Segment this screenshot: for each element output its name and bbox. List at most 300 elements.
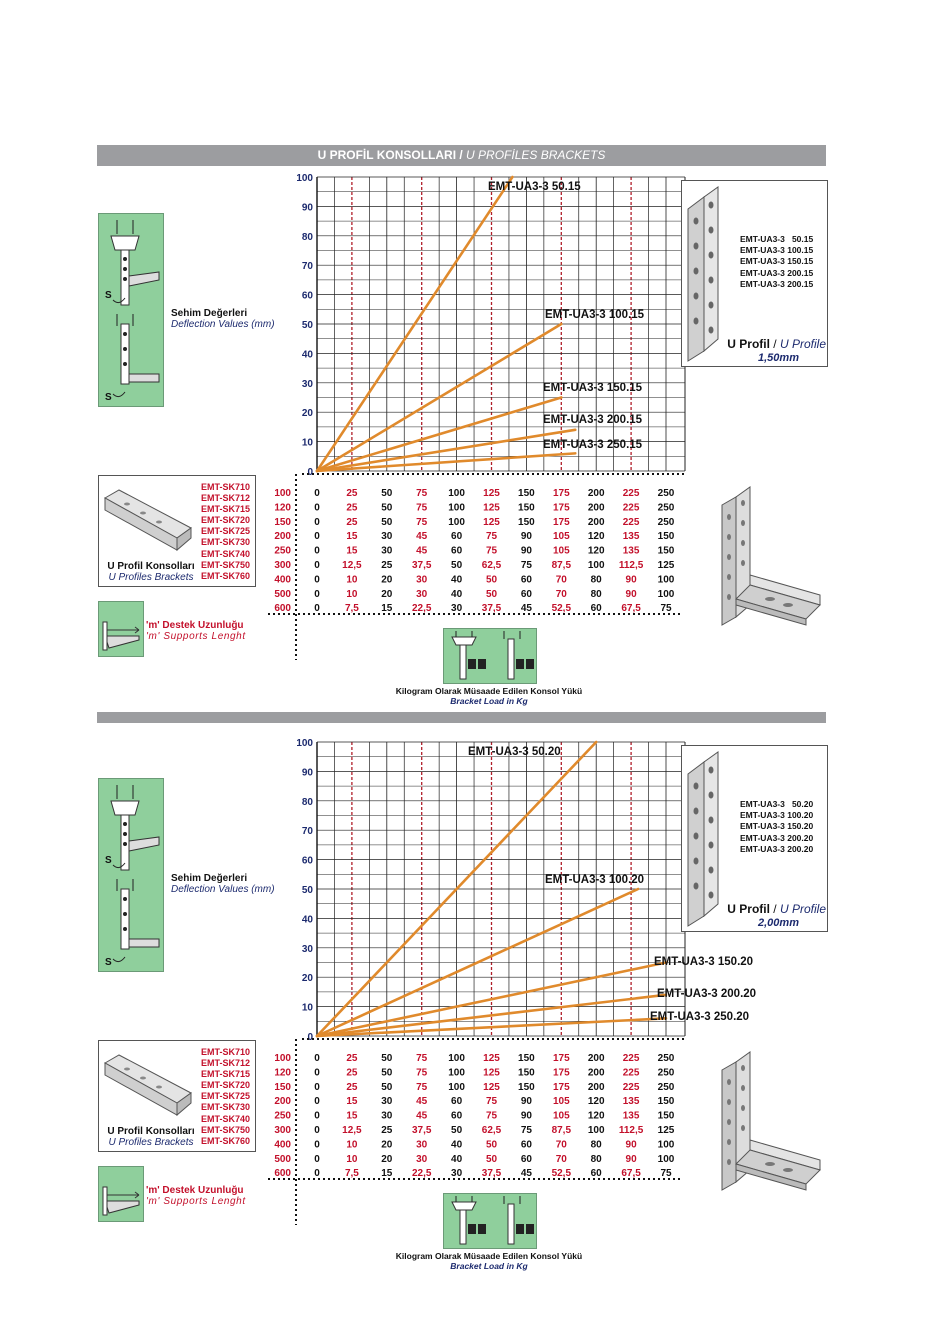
table-cell: 25 bbox=[346, 516, 358, 528]
y-tick-label: 30 bbox=[301, 943, 313, 955]
profile-code: EMT-UA3-3 200.20 bbox=[740, 843, 814, 854]
table-cell: 25 bbox=[346, 1053, 358, 1064]
table-cell: 7,5 bbox=[344, 603, 359, 615]
table-cell: 0 bbox=[314, 1053, 320, 1064]
table-row-label: 500 bbox=[274, 588, 291, 600]
series-label: EMT-UA3-3 100.20 bbox=[545, 874, 645, 886]
load-caption-tr: Kilogram Olarak Müsaade Edilen Konsol Yükü bbox=[395, 1251, 583, 1261]
bracket-code: EMT-SK710 bbox=[201, 1047, 251, 1057]
table-cell: 40 bbox=[451, 588, 463, 600]
table-cell: 100 bbox=[587, 1125, 605, 1136]
table-cell: 150 bbox=[657, 1096, 675, 1108]
table-cell: 25 bbox=[346, 502, 358, 514]
u-brackets-tr: U Profil Konsolları bbox=[107, 1126, 195, 1137]
profile-thickness: 1,50mm bbox=[758, 352, 799, 364]
table-cell: 52,5 bbox=[551, 603, 572, 615]
table-cell: 100 bbox=[448, 488, 465, 499]
table-cell: 10 bbox=[346, 574, 358, 586]
table-cell: 150 bbox=[518, 1081, 535, 1093]
table-cell: 0 bbox=[314, 1067, 320, 1079]
table-cell: 70 bbox=[555, 1139, 567, 1151]
table-row-label: 120 bbox=[274, 502, 291, 514]
table-row-label: 600 bbox=[274, 1168, 291, 1180]
bracket-code: EMT-SK712 bbox=[201, 493, 251, 504]
table-cell: 25 bbox=[346, 1081, 358, 1093]
table-cell: 45 bbox=[520, 1168, 532, 1180]
table-cell: 20 bbox=[381, 1153, 393, 1165]
table-cell: 75 bbox=[660, 603, 672, 615]
series-label: EMT-UA3-3 150.20 bbox=[654, 956, 754, 968]
profile-code: EMT-UA3-3 50.15 bbox=[740, 234, 814, 244]
table-cell: 15 bbox=[381, 1168, 393, 1180]
table-cell: 90 bbox=[520, 531, 532, 543]
table-cell: 15 bbox=[381, 603, 393, 615]
table-cell: 7,5 bbox=[344, 1168, 359, 1180]
profile-code: EMT-UA3-3 100.20 bbox=[740, 810, 814, 821]
table-cell: 67,5 bbox=[621, 603, 641, 615]
table-cell: 15 bbox=[346, 545, 358, 557]
table-row-label: 600 bbox=[274, 603, 291, 615]
table-cell: 30 bbox=[416, 1153, 428, 1165]
table-cell: 135 bbox=[622, 1096, 640, 1108]
table-cell: 67,5 bbox=[621, 1168, 641, 1180]
table-cell: 87,5 bbox=[551, 560, 572, 571]
table-cell: 40 bbox=[451, 1139, 463, 1151]
table-cell: 75 bbox=[416, 502, 428, 514]
table-cell: 37,5 bbox=[411, 560, 432, 571]
series-label: EMT-UA3-3 50.15 bbox=[488, 181, 581, 193]
profile-code-list bbox=[740, 234, 813, 290]
table-cell: 60 bbox=[590, 603, 602, 615]
table-cell: 250 bbox=[657, 502, 675, 514]
table-cell: 45 bbox=[416, 1096, 428, 1108]
table-cell: 175 bbox=[552, 502, 570, 514]
table-cell: 37,5 bbox=[481, 1168, 502, 1180]
profile-code: EMT-UA3-3 50.20 bbox=[740, 799, 814, 809]
series-label: EMT-UA3-3 200.20 bbox=[657, 988, 757, 1000]
table-cell: 0 bbox=[314, 1110, 320, 1122]
series-label: EMT-UA3-3 250.20 bbox=[650, 1011, 750, 1023]
table-cell: 135 bbox=[622, 545, 640, 557]
table-cell: 30 bbox=[416, 588, 428, 600]
table-cell: 200 bbox=[587, 502, 605, 514]
table-cell: 15 bbox=[346, 531, 358, 543]
bracket-code: EMT-SK750 bbox=[201, 559, 251, 570]
table-cell: 100 bbox=[448, 502, 465, 514]
table-cell: 125 bbox=[483, 488, 500, 499]
bracket-assembly-icon bbox=[720, 1050, 830, 1195]
profile-title-tr: U Profil bbox=[727, 337, 770, 351]
load-caption-en: Bracket Load in Kg bbox=[450, 696, 528, 706]
table-cell: 100 bbox=[657, 1153, 675, 1165]
table-cell: 80 bbox=[590, 588, 602, 600]
table-cell: 100 bbox=[448, 1053, 465, 1064]
chart-section-2 bbox=[0, 565, 950, 1271]
table-cell: 40 bbox=[451, 1153, 463, 1165]
bracket-code: EMT-SK730 bbox=[201, 537, 251, 548]
table-cell: 200 bbox=[587, 516, 605, 528]
y-tick-label: 100 bbox=[296, 738, 313, 749]
table-cell: 0 bbox=[314, 588, 320, 600]
table-cell: 150 bbox=[657, 545, 675, 557]
table-cell: 150 bbox=[657, 1110, 675, 1122]
table-cell: 45 bbox=[416, 545, 428, 557]
table-cell: 75 bbox=[520, 560, 532, 571]
bracket-code: EMT-SK715 bbox=[201, 1069, 251, 1080]
table-cell: 75 bbox=[485, 545, 498, 557]
table-cell: 50 bbox=[451, 1125, 463, 1136]
table-cell: 112,5 bbox=[618, 1125, 644, 1136]
table-cell: 175 bbox=[552, 1053, 570, 1064]
table-cell: 10 bbox=[346, 1153, 358, 1165]
table-cell: 50 bbox=[451, 560, 463, 571]
table-cell: 200 bbox=[587, 488, 605, 499]
profile-title: U Profil / U Profile bbox=[727, 337, 826, 351]
table-cell: 15 bbox=[346, 1110, 358, 1122]
u-brackets-en: U Profiles Brackets bbox=[108, 572, 194, 583]
profile-code: EMT-UA3-3 200.15 bbox=[740, 267, 814, 278]
table-cell: 45 bbox=[520, 603, 532, 615]
deflection-title-tr: Sehim Değerleri bbox=[171, 873, 248, 884]
table-cell: 50 bbox=[381, 516, 393, 528]
table-cell: 120 bbox=[587, 531, 605, 543]
bracket-code: EMT-SK740 bbox=[201, 1113, 251, 1124]
series-label: EMT-UA3-3 200.15 bbox=[543, 414, 643, 426]
support-length-tr: 'm' Destek Uzunluğu bbox=[146, 1185, 244, 1196]
table-cell: 100 bbox=[448, 1067, 465, 1079]
y-tick-label: 40 bbox=[301, 914, 313, 926]
u-profile-box bbox=[681, 745, 828, 932]
bracket-code: EMT-SK720 bbox=[201, 1080, 251, 1091]
table-cell: 60 bbox=[451, 1096, 463, 1108]
table-cell: 75 bbox=[520, 1125, 532, 1136]
profile-title-en: U Profile bbox=[779, 902, 826, 916]
table-cell: 120 bbox=[587, 545, 605, 557]
y-tick-label: 90 bbox=[301, 767, 313, 779]
table-cell: 25 bbox=[381, 560, 393, 571]
table-cell: 200 bbox=[587, 1081, 605, 1093]
table-cell: 0 bbox=[314, 545, 320, 557]
table-cell: 125 bbox=[483, 1067, 500, 1079]
table-cell: 90 bbox=[625, 574, 637, 586]
table-cell: 225 bbox=[622, 488, 640, 499]
series-label: EMT-UA3-3 150.15 bbox=[543, 382, 643, 394]
table-cell: 10 bbox=[346, 588, 358, 600]
table-cell: 100 bbox=[448, 516, 465, 528]
y-tick-label: 100 bbox=[296, 173, 313, 184]
table-row-label: 200 bbox=[274, 1096, 291, 1108]
table-row-label: 200 bbox=[274, 531, 291, 543]
table-cell: 62,5 bbox=[481, 1125, 502, 1136]
load-icon-box bbox=[443, 1193, 537, 1249]
table-cell: 60 bbox=[520, 588, 532, 600]
series-label: EMT-UA3-3 100.15 bbox=[545, 309, 645, 321]
y-tick-label: 20 bbox=[301, 408, 313, 420]
table-cell: 30 bbox=[416, 574, 428, 586]
table-cell: 0 bbox=[314, 574, 320, 586]
table-cell: 20 bbox=[381, 1139, 393, 1151]
table-cell: 250 bbox=[657, 1067, 675, 1079]
table-cell: 0 bbox=[314, 502, 320, 514]
table-row-label: 250 bbox=[274, 1110, 291, 1122]
table-cell: 175 bbox=[552, 516, 570, 528]
table-cell: 225 bbox=[622, 1081, 640, 1093]
table-row-label: 100 bbox=[274, 1053, 291, 1064]
y-tick-label: 20 bbox=[301, 973, 313, 985]
y-tick-label: 0 bbox=[307, 1032, 313, 1043]
table-cell: 125 bbox=[483, 516, 500, 528]
y-tick-label: 10 bbox=[301, 437, 313, 449]
table-cell: 90 bbox=[520, 1096, 532, 1108]
y-tick-label: 70 bbox=[301, 261, 313, 273]
y-tick-label: 50 bbox=[301, 885, 313, 896]
table-cell: 112,5 bbox=[618, 560, 644, 571]
table-cell: 0 bbox=[314, 560, 320, 571]
table-cell: 105 bbox=[552, 1110, 570, 1122]
table-cell: 125 bbox=[657, 560, 675, 571]
y-tick-label: 80 bbox=[301, 231, 313, 243]
table-cell: 60 bbox=[520, 1153, 532, 1165]
table-cell: 0 bbox=[314, 1125, 320, 1136]
y-tick-label: 30 bbox=[301, 378, 313, 390]
table-cell: 75 bbox=[416, 1053, 428, 1064]
table-cell: 0 bbox=[314, 1139, 320, 1151]
table-cell: 70 bbox=[555, 574, 567, 586]
bracket-code: EMT-SK715 bbox=[201, 504, 251, 515]
banner-title: U PROFİL KONSOLLARI bbox=[317, 148, 457, 162]
profile-code: EMT-UA3-3 150.20 bbox=[740, 821, 814, 832]
table-cell: 75 bbox=[416, 488, 428, 499]
profile-title: U Profil / U Profile bbox=[727, 902, 826, 916]
table-cell: 0 bbox=[314, 488, 320, 499]
table-cell: 80 bbox=[590, 1139, 602, 1151]
table-cell: 0 bbox=[314, 603, 320, 615]
bracket-code: EMT-SK725 bbox=[201, 526, 251, 537]
y-tick-label: 90 bbox=[301, 202, 313, 214]
table-cell: 150 bbox=[518, 516, 535, 528]
u-brackets-tr: U Profil Konsolları bbox=[107, 561, 195, 572]
series-label: EMT-UA3-3 250.15 bbox=[543, 439, 643, 451]
bracket-code: EMT-SK750 bbox=[201, 1124, 251, 1135]
table-cell: 125 bbox=[657, 1125, 675, 1136]
table-row-label: 150 bbox=[274, 516, 291, 528]
table-cell: 150 bbox=[518, 1067, 535, 1079]
bracket-code: EMT-SK760 bbox=[201, 570, 251, 581]
table-cell: 0 bbox=[314, 1153, 320, 1165]
table-row-label: 250 bbox=[274, 545, 291, 557]
deflection-title-en: Deflection Values (mm) bbox=[171, 319, 275, 330]
table-cell: 150 bbox=[518, 502, 535, 514]
s-label: S bbox=[105, 957, 112, 968]
table-cell: 60 bbox=[590, 1168, 602, 1180]
table-cell: 50 bbox=[381, 502, 393, 514]
table-cell: 22,5 bbox=[411, 603, 432, 615]
load-caption bbox=[369, 1251, 609, 1271]
table-cell: 250 bbox=[657, 1053, 675, 1064]
table-cell: 200 bbox=[587, 1067, 605, 1079]
y-tick-label: 60 bbox=[301, 855, 313, 867]
table-cell: 75 bbox=[485, 531, 498, 543]
table-cell: 60 bbox=[520, 1139, 532, 1151]
bracket-code: EMT-SK740 bbox=[201, 548, 251, 559]
section-banner-1: U PROFİL KONSOLLARI / U PROFİLES BRACKETS bbox=[97, 145, 826, 166]
series-line bbox=[317, 453, 575, 471]
table-cell: 52,5 bbox=[551, 1168, 572, 1180]
table-row-label: 120 bbox=[274, 1067, 291, 1079]
table-cell: 90 bbox=[625, 1153, 637, 1165]
table-cell: 60 bbox=[451, 531, 463, 543]
table-cell: 100 bbox=[657, 574, 675, 586]
table-row-label: 150 bbox=[274, 1081, 291, 1093]
support-length-tr: 'm' Destek Uzunluğu bbox=[146, 620, 244, 631]
table-cell: 75 bbox=[416, 1081, 428, 1093]
table-cell: 25 bbox=[346, 488, 358, 499]
table-cell: 90 bbox=[520, 1110, 532, 1122]
table-cell: 20 bbox=[381, 574, 393, 586]
table-cell: 10 bbox=[346, 1139, 358, 1151]
table-cell: 80 bbox=[590, 574, 602, 586]
table-cell: 70 bbox=[555, 1153, 567, 1165]
table-cell: 60 bbox=[451, 1110, 463, 1122]
bracket-code: EMT-SK712 bbox=[201, 1058, 251, 1069]
table-cell: 0 bbox=[314, 1096, 320, 1108]
table-cell: 0 bbox=[314, 531, 320, 543]
table-row-label: 300 bbox=[274, 1125, 291, 1136]
table-cell: 175 bbox=[552, 1081, 570, 1093]
table-cell: 75 bbox=[416, 516, 428, 528]
table-cell: 12,5 bbox=[342, 560, 362, 571]
table-cell: 150 bbox=[518, 488, 535, 499]
profile-title-tr: U Profil bbox=[727, 902, 770, 916]
table-cell: 0 bbox=[314, 1168, 320, 1180]
table-cell: 25 bbox=[381, 1125, 393, 1136]
table-cell: 60 bbox=[520, 574, 532, 586]
table-cell: 12,5 bbox=[342, 1125, 362, 1136]
profile-code: EMT-UA3-3 200.15 bbox=[740, 278, 814, 289]
table-cell: 37,5 bbox=[481, 603, 502, 615]
table-cell: 120 bbox=[587, 1110, 605, 1122]
table-cell: 50 bbox=[485, 1153, 498, 1165]
table-cell: 50 bbox=[485, 1139, 498, 1151]
table-cell: 105 bbox=[552, 545, 570, 557]
bracket-code: EMT-SK730 bbox=[201, 1102, 251, 1113]
table-cell: 125 bbox=[483, 1081, 500, 1093]
table-row-label: 400 bbox=[274, 1139, 291, 1151]
table-cell: 175 bbox=[552, 488, 570, 499]
table-cell: 250 bbox=[657, 516, 675, 528]
table-cell: 100 bbox=[448, 1081, 465, 1093]
table-cell: 100 bbox=[657, 1139, 675, 1151]
deflection-title-en: Deflection Values (mm) bbox=[171, 884, 275, 895]
y-tick-label: 40 bbox=[301, 349, 313, 361]
table-cell: 0 bbox=[314, 516, 320, 528]
table-cell: 250 bbox=[657, 1081, 675, 1093]
table-cell: 75 bbox=[485, 1096, 498, 1108]
table-cell: 75 bbox=[485, 1110, 498, 1122]
table-cell: 25 bbox=[346, 1067, 358, 1079]
table-cell: 80 bbox=[590, 1153, 602, 1165]
table-cell: 50 bbox=[485, 574, 498, 586]
s-label: S bbox=[105, 290, 112, 301]
table-cell: 30 bbox=[381, 1110, 393, 1122]
table-cell: 50 bbox=[381, 1081, 393, 1093]
y-tick-label: 60 bbox=[301, 290, 313, 302]
table-cell: 135 bbox=[622, 1110, 640, 1122]
table-cell: 22,5 bbox=[411, 1168, 432, 1180]
table-cell: 125 bbox=[483, 1053, 500, 1064]
table-cell: 20 bbox=[381, 588, 393, 600]
table-cell: 225 bbox=[622, 516, 640, 528]
y-tick-label: 70 bbox=[301, 826, 313, 838]
table-cell: 90 bbox=[625, 1139, 637, 1151]
table-cell: 0 bbox=[314, 1081, 320, 1093]
table-cell: 70 bbox=[555, 588, 567, 600]
table-cell: 75 bbox=[416, 1067, 428, 1079]
table-cell: 250 bbox=[657, 488, 675, 499]
table-row-label: 300 bbox=[274, 560, 291, 571]
u-brackets-en: U Profiles Brackets bbox=[108, 1137, 194, 1148]
bracket-load-icon bbox=[444, 1194, 536, 1248]
bracket-code: EMT-SK725 bbox=[201, 1091, 251, 1102]
s-label: S bbox=[105, 392, 112, 403]
table-cell: 45 bbox=[416, 1110, 428, 1122]
table-cell: 150 bbox=[518, 1053, 535, 1064]
load-caption-tr: Kilogram Olarak Müsaade Edilen Konsol Yükü bbox=[395, 686, 583, 696]
table-row-label: 100 bbox=[274, 488, 291, 499]
table-cell: 30 bbox=[381, 545, 393, 557]
profile-thickness: 2,00mm bbox=[758, 917, 799, 929]
table-cell: 30 bbox=[381, 1096, 393, 1108]
y-tick-label: 50 bbox=[301, 320, 313, 331]
y-tick-label: 10 bbox=[301, 1002, 313, 1014]
banner-subtitle: U PROFİLES BRACKETS bbox=[466, 148, 606, 162]
table-cell: 225 bbox=[622, 1053, 640, 1064]
profile-code: EMT-UA3-3 100.15 bbox=[740, 245, 814, 256]
table-cell: 37,5 bbox=[411, 1125, 432, 1136]
table-cell: 62,5 bbox=[481, 560, 502, 571]
table-cell: 135 bbox=[622, 531, 640, 543]
table-cell: 50 bbox=[485, 588, 498, 600]
table-row-label: 500 bbox=[274, 1153, 291, 1165]
table-cell: 125 bbox=[483, 502, 500, 514]
table-cell: 75 bbox=[660, 1168, 672, 1180]
table-cell: 175 bbox=[552, 1067, 570, 1079]
table-cell: 200 bbox=[587, 1053, 605, 1064]
y-tick-label: 80 bbox=[301, 796, 313, 808]
table-cell: 45 bbox=[416, 531, 428, 543]
profile-code: EMT-UA3-3 150.15 bbox=[740, 256, 814, 267]
table-cell: 30 bbox=[451, 1168, 463, 1180]
table-cell: 40 bbox=[451, 574, 463, 586]
series-line bbox=[317, 430, 575, 471]
table-row-label: 400 bbox=[274, 574, 291, 586]
table-cell: 105 bbox=[552, 1096, 570, 1108]
load-caption-en: Bracket Load in Kg bbox=[450, 1261, 528, 1271]
table-cell: 60 bbox=[451, 545, 463, 557]
table-cell: 30 bbox=[416, 1139, 428, 1151]
table-cell: 30 bbox=[451, 603, 463, 615]
table-cell: 50 bbox=[381, 1053, 393, 1064]
series-label: EMT-UA3-3 50.20 bbox=[468, 746, 561, 758]
table-cell: 100 bbox=[587, 560, 605, 571]
bracket-code: EMT-SK710 bbox=[201, 482, 251, 492]
s-label: S bbox=[105, 855, 112, 866]
table-cell: 150 bbox=[657, 531, 675, 543]
table-cell: 90 bbox=[625, 588, 637, 600]
table-cell: 225 bbox=[622, 1067, 640, 1079]
table-cell: 225 bbox=[622, 502, 640, 514]
table-cell: 90 bbox=[520, 545, 532, 557]
